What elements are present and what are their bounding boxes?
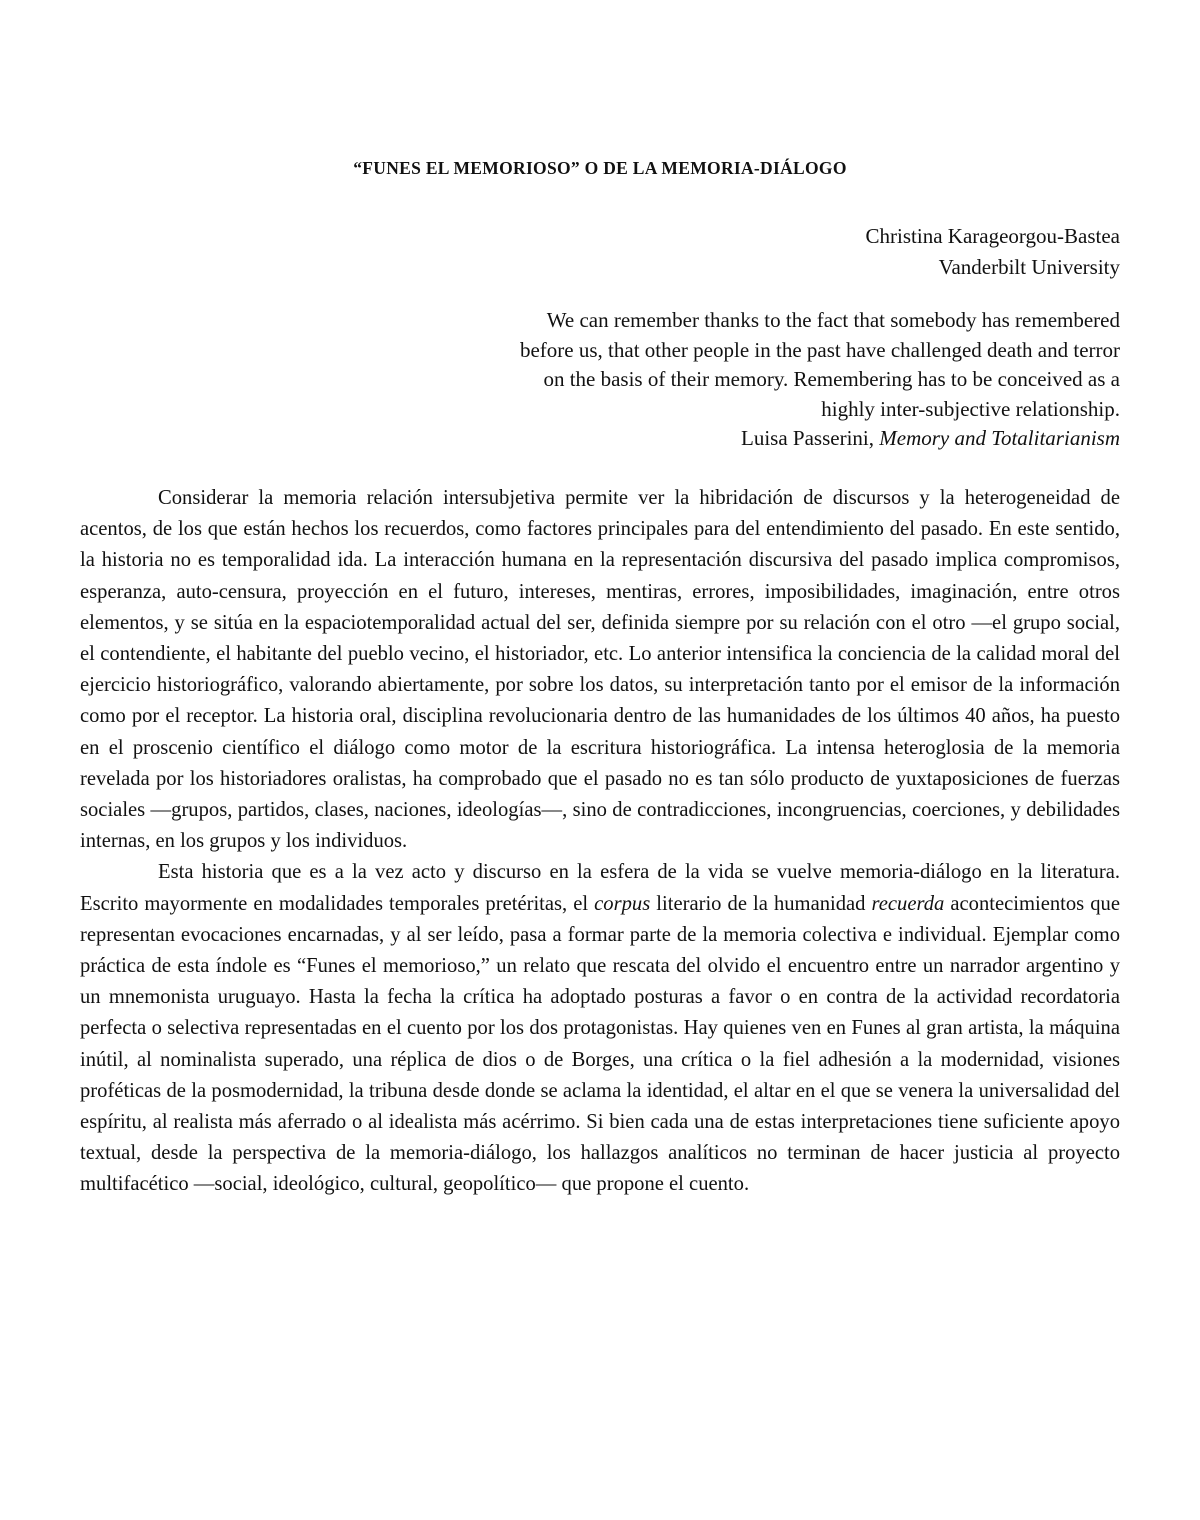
epigraph-line: on the basis of their memory. Remembering has to be conceived as a: [543, 367, 1120, 392]
document-title: “FUNES EL MEMORIOSO” O DE LA MEMORIA-DIÁLOGO: [353, 158, 847, 178]
paragraph-1: Considerar la memoria relación intersubjetiva permite ver la hibridación de discursos y la heterogeneidad de acentos, de los que están hechos los recuerdos, como factores principales para del entendimiento del pasado. En este sentido, la historia no es temporalidad ida. La interacción humana en la representación discursiva del pasado implica compromisos, esperanza, auto-censura, proyección en el futuro, intereses, mentiras, errores, imposibilidades, imaginación, entre otros elementos, y se sitúa en la espaciotemporalidad actual del ser, definida siempre por su relación con el otro —el grupo social, el contendiente, el habitante del pueblo vecino, el historiador, etc. Lo anterior intensifica la conciencia de la calidad moral del ejercicio historiográfico, valorando abiertamente, por sobre los datos, su interpretación tanto por el emisor de la información como por el receptor. La historia oral, disciplina revolucionaria dentro de las humanidades de los últimos 40 años, ha puesto en el proscenio científico el diálogo como motor de la escritura historiográfica. La intensa heteroglosia de la memoria revelada por los historiadores oralistas, ha comprobado que el pasado no es tan sólo producto de yuxtaposiciones de fuerzas sociales —grupos, partidos, clases, naciones, ideologías—, sino de contradicciones, incongruencias, coerciones, y debilidades internas, en los grupos y los individuos.: [80, 487, 1120, 853]
author-name: Christina Karageorgou-Bastea: [865, 224, 1120, 248]
body-text: [80, 483, 1120, 1201]
author-block: [866, 221, 1120, 283]
paragraph-2-part-1: Esta historia que es a la vez acto y discurso en la esfera de la vida se vuelve memoria-diálogo en la literatura. Escrito mayormente en modalidades temporales pretéritas, el: [80, 861, 1120, 915]
epigraph-attribution-work: Memory and Totalitarianism: [879, 426, 1120, 451]
epigraph: [520, 306, 1120, 454]
epigraph-attribution-author: Luisa Passerini,: [741, 426, 880, 451]
paragraph-2-italic-corpus: corpus: [594, 892, 651, 915]
epigraph-line: We can remember thanks to the fact that somebody has remembered: [546, 308, 1120, 332]
paragraph-2-part-3: acontecimientos que representan evocaciones encarnadas, y al ser leído, pasa a formar parte de la memoria colectiva e individual. Ejemplar como práctica de esta índole es “Funes el memorioso,” un relato que rescata del olvido el encuentro entre un narrador argentino y un mnemonista uruguayo. Hasta la fecha la crítica ha adoptado posturas a favor o en contra de la actividad recordatoria perfecta o selectiva representadas en el cuento por los dos protagonistas. Hay quienes ven en Funes al gran artista, la máquina inútil, al nominalista superado, una réplica de dios o de Borges, una crítica o la fiel adhesión a la modernidad, visiones proféticas de la posmodernidad, la tribuna desde donde se aclama la identidad, el altar en el que se venera la universalidad del espíritu, al realista más aferrado o al idealista más acérrimo. Si bien cada una de estas interpretaciones tiene suficiente apoyo textual, desde la perspectiva de la memoria-diálogo, los hallazgos analíticos no terminan de hacer justicia al proyecto multifacético —social, ideológico, cultural, geopolítico— que propone el cuento.: [80, 892, 1120, 1196]
paragraph-2: [80, 857, 1120, 1200]
author-affiliation: Vanderbilt University: [938, 255, 1120, 279]
epigraph-attribution: [520, 424, 1120, 454]
epigraph-line: before us, that other people in the past have challenged death and terror: [519, 337, 1120, 362]
epigraph-line: highly inter-subjective relationship.: [821, 396, 1120, 421]
paragraph-2-part-2: literario de la humanidad: [650, 892, 872, 915]
paragraph-2-italic-recuerda: recuerda: [871, 892, 945, 915]
